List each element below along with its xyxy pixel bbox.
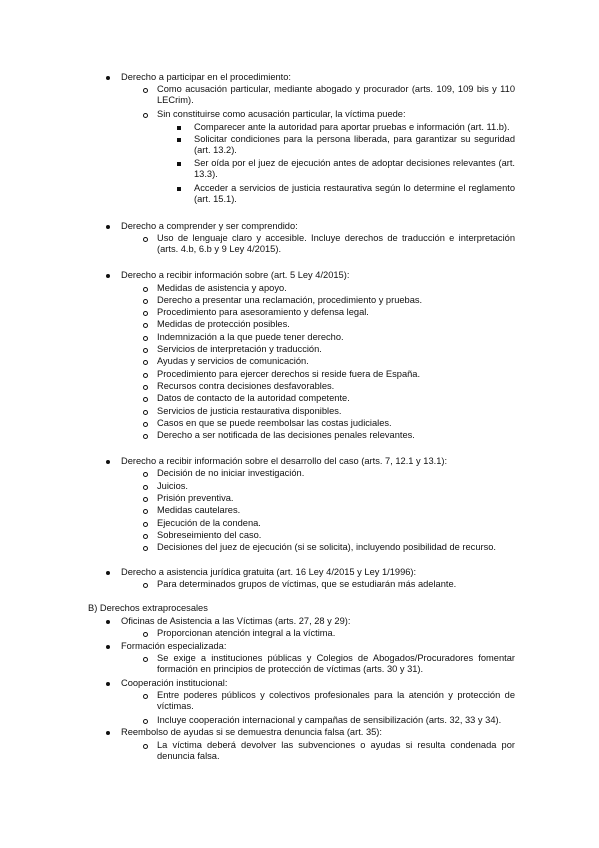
section-title: Derecho a recibir información sobre el desarrollo del caso (arts. 7, 12.1 y 13.1): [121, 456, 448, 466]
circle-bullet-icon [143, 472, 148, 477]
circle-bullet-icon [143, 546, 148, 551]
list-item: Servicios de justicia restaurativa disponibles. [157, 406, 342, 416]
list-item: Procedimiento para ejercer derechos si reside fuera de España. [157, 369, 421, 379]
sub-list-item: Comparecer ante la autoridad para aportar pruebas e información (art. 11.b). [194, 122, 510, 132]
circle-bullet-icon [143, 485, 148, 490]
list-item: Decisión de no iniciar investigación. [157, 468, 305, 478]
list-item: Ejecución de la condena. [157, 518, 261, 528]
circle-bullet-icon [143, 657, 148, 662]
square-bullet-icon [177, 138, 181, 142]
list-item: Servicios de interpretación y traducción. [157, 344, 322, 354]
list-item: Derecho a ser notificada de las decisiones penales relevantes. [157, 430, 415, 440]
group-title: Cooperación institucional: [121, 678, 228, 688]
circle-bullet-icon [143, 299, 148, 304]
list-item: Se exige a instituciones públicas y Colegios de Abogados/Procuradores fomentar formación en principios de protección de víctimas (arts. 30 y 31). [157, 653, 515, 674]
circle-bullet-icon [143, 632, 148, 637]
list-item: Recursos contra decisiones desfavorables. [157, 381, 335, 391]
section-title: Derecho a comprender y ser comprendido: [121, 221, 298, 231]
circle-bullet-icon [143, 336, 148, 341]
circle-bullet-icon [143, 287, 148, 292]
list-item: Derecho a presentar una reclamación, procedimiento y pruebas. [157, 295, 423, 305]
sub-list-item: Acceder a servicios de justicia restaurativa según lo determine el reglamento (art. 15.1). [194, 183, 515, 204]
circle-bullet-icon [143, 88, 148, 93]
circle-bullet-icon [143, 237, 148, 242]
circle-bullet-icon [143, 497, 148, 502]
circle-bullet-icon [143, 434, 148, 439]
list-item: La víctima deberá devolver las subvenciones o ayudas si resulta condenada por denuncia falsa. [157, 740, 515, 761]
bullet-icon [106, 460, 110, 464]
circle-bullet-icon [143, 397, 148, 402]
list-item: Sobreseimiento del caso. [157, 530, 262, 540]
list-item: Procedimiento para asesoramiento y defensa legal. [157, 307, 369, 317]
circle-bullet-icon [143, 311, 148, 316]
list-item: Medidas cautelares. [157, 505, 241, 515]
list-item: Proporcionan atención integral a la víctima. [157, 628, 336, 638]
circle-bullet-icon [143, 583, 148, 588]
list-item: Para determinados grupos de víctimas, que se estudiarán más adelante. [157, 579, 457, 589]
list-item: Medidas de protección posibles. [157, 319, 290, 329]
group-title: Reembolso de ayudas si se demuestra denuncia falsa (art. 35): [121, 727, 382, 737]
list-item: Uso de lenguaje claro y accesible. Incluye derechos de traducción e interpretación (arts. 4.b, 6.b y 9 Ley 4/2015). [157, 233, 515, 254]
group-title: Formación especializada: [121, 641, 227, 651]
bullet-icon [106, 225, 110, 229]
circle-bullet-icon [143, 323, 148, 328]
circle-bullet-icon [143, 719, 148, 724]
section-heading: B) Derechos extraprocesales [88, 603, 208, 613]
list-item: Ayudas y servicios de comunicación. [157, 356, 309, 366]
group-title: Oficinas de Asistencia a las Víctimas (arts. 27, 28 y 29): [121, 616, 351, 626]
circle-bullet-icon [143, 422, 148, 427]
list-item: Decisiones del juez de ejecución (si se solicita), incluyendo posibilidad de recurso. [157, 542, 497, 552]
section-title: Derecho a participar en el procedimiento: [121, 72, 292, 82]
circle-bullet-icon [143, 744, 148, 749]
bullet-icon [106, 274, 110, 278]
circle-bullet-icon [143, 113, 148, 118]
list-item: Casos en que se puede reembolsar las costas judiciales. [157, 418, 392, 428]
list-item: Indemnización a la que puede tener derecho. [157, 332, 344, 342]
square-bullet-icon [177, 126, 181, 130]
list-item: Entre poderes públicos y colectivos profesionales para la atención y protección de víctimas. [157, 690, 515, 711]
bullet-icon [106, 571, 110, 575]
list-item: Juicios. [157, 481, 189, 491]
bullet-icon [106, 645, 110, 649]
list-item: Medidas de asistencia y apoyo. [157, 283, 287, 293]
list-item: Sin constituirse como acusación particular, la víctima puede: [157, 109, 406, 119]
list-item: Datos de contacto de la autoridad competente. [157, 393, 350, 403]
square-bullet-icon [177, 162, 181, 166]
section-title: Derecho a asistencia jurídica gratuita (art. 16 Ley 4/2015 y Ley 1/1996): [121, 567, 417, 577]
circle-bullet-icon [143, 410, 148, 415]
circle-bullet-icon [143, 348, 148, 353]
list-item: Prisión preventiva. [157, 493, 234, 503]
bullet-icon [106, 620, 110, 624]
circle-bullet-icon [143, 522, 148, 527]
circle-bullet-icon [143, 694, 148, 699]
circle-bullet-icon [143, 373, 148, 378]
sub-list-item: Ser oída por el juez de ejecución antes de adoptar decisiones relevantes (art. 13.3). [194, 158, 515, 179]
circle-bullet-icon [143, 385, 148, 390]
list-item: Como acusación particular, mediante abogado y procurador (arts. 109, 109 bis y 110 LECrim). [157, 84, 515, 105]
square-bullet-icon [177, 187, 181, 191]
bullet-icon [106, 682, 110, 686]
circle-bullet-icon [143, 534, 148, 539]
bullet-icon [106, 731, 110, 735]
sub-list-item: Solicitar condiciones para la persona liberada, para garantizar su seguridad (art. 13.2). [194, 134, 515, 155]
section-title: Derecho a recibir información sobre (art. 5 Ley 4/2015): [121, 270, 350, 280]
bullet-icon [106, 76, 110, 80]
circle-bullet-icon [143, 509, 148, 514]
circle-bullet-icon [143, 360, 148, 365]
list-item: Incluye cooperación internacional y campañas de sensibilización (arts. 32, 33 y 34). [157, 715, 502, 725]
